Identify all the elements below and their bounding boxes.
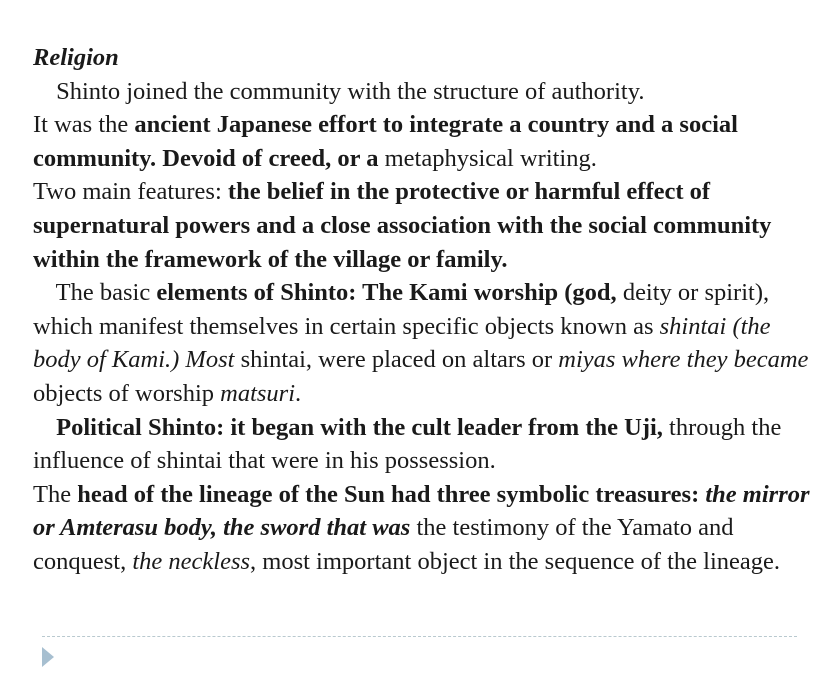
footer-divider xyxy=(42,636,797,637)
paragraph-political-shinto xyxy=(33,411,813,478)
bold-run: the belief in the protective or harmful effect of supernatural powers and a close association with the social community within the framework of the village or family. xyxy=(33,178,772,273)
text-run: , most important object in the sequence of the lineage. xyxy=(250,547,781,575)
paragraph-shinto-authority xyxy=(33,75,813,109)
bold-run: ancient Japanese effort to integrate a country and a social community. Devoid of creed, or a xyxy=(33,111,738,172)
italic-run: the mirror or Amterasu body, the sword that was xyxy=(33,480,810,542)
triangle-right-icon xyxy=(42,647,54,667)
text-run: The basic xyxy=(50,279,157,307)
italic-run: the neckless xyxy=(132,547,251,575)
paragraph-ancient-effort xyxy=(33,108,813,175)
italic-run: matsuri xyxy=(220,379,296,407)
text-run: the testimony of the Yamato and conquest, xyxy=(33,514,734,575)
slide-body xyxy=(33,41,813,579)
text-run: Two main features: xyxy=(33,178,228,206)
slide-heading: Religion xyxy=(33,44,119,71)
text-run: shintai, were placed on altars or xyxy=(234,346,559,374)
bold-run: elements of Shinto: The Kami worship (god, xyxy=(156,279,617,307)
text-run: deity or spirit), which manifest themselves in certain specific objects known as xyxy=(33,279,770,340)
text-run: . xyxy=(295,379,302,407)
paragraph-two-features xyxy=(33,175,813,276)
paragraph-basic-elements xyxy=(33,276,813,410)
italic-run: shintai (the body of Kami.) Most xyxy=(33,312,771,374)
text-run: The xyxy=(33,480,78,508)
italic-run: miyas where they became xyxy=(558,346,809,374)
bold-run: head of the lineage of the Sun had three symbolic treasures: xyxy=(77,480,706,508)
bold-run: Political Shinto: it began with the cult leader from the Uji, xyxy=(56,413,663,441)
text-run: It was the xyxy=(33,111,135,139)
paragraph-text: Shinto joined the community with the structure of authority. xyxy=(50,77,645,105)
paragraph-three-treasures xyxy=(33,478,813,579)
text-run: objects of worship xyxy=(33,379,221,407)
text-run: through the influence of shintai that were in his possession. xyxy=(33,413,782,475)
text-run: metaphysical writing. xyxy=(378,144,597,172)
